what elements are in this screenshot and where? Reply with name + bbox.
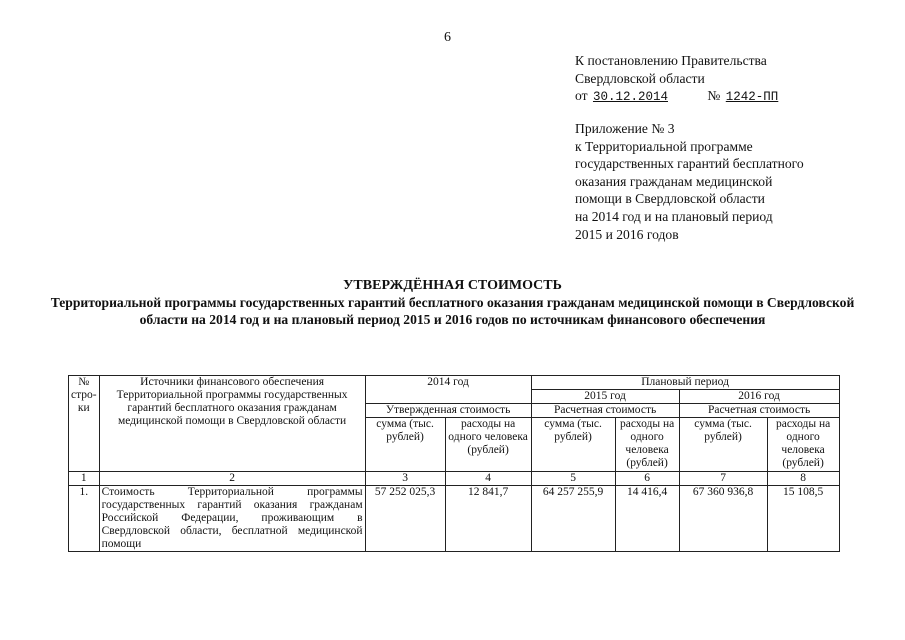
per-person-2014: 12 841,7 xyxy=(445,486,531,552)
row-number: 1. xyxy=(69,486,100,552)
appendix-line: 2015 и 2016 годов xyxy=(575,226,679,242)
appendix-line: помощи в Свердловской области xyxy=(575,191,765,207)
number-prefix: № xyxy=(707,88,721,103)
column-number: 2 xyxy=(99,472,365,486)
appendix-line: на 2014 год и на плановый период xyxy=(575,208,773,224)
header-2016: 2016 год xyxy=(679,390,839,404)
column-number: 5 xyxy=(531,472,615,486)
header-calculated-cost: Расчетная стоимость xyxy=(531,404,679,418)
table-row xyxy=(69,486,840,552)
appendix-line: Приложение № 3 xyxy=(575,121,675,136)
header-sum: сумма (тыс. рублей) xyxy=(531,418,615,472)
sum-2015: 64 257 255,9 xyxy=(531,486,615,552)
header-sum: сумма (тыс. рублей) xyxy=(365,418,445,472)
header-planned-period: Плановый период xyxy=(531,376,839,390)
per-person-2015: 14 416,4 xyxy=(615,486,679,552)
page-number: 6 xyxy=(444,30,451,45)
column-number: 6 xyxy=(615,472,679,486)
per-person-2016: 15 108,5 xyxy=(767,486,839,552)
header-line: Свердловской области xyxy=(575,70,705,86)
column-number-row xyxy=(69,472,840,486)
column-number: 8 xyxy=(767,472,839,486)
row-source: Стоимость Территориальной программы государственных гарантий оказания гражданам Российской Федерации, проживающим в Свердловской области, бесплатной медицинской помощи xyxy=(99,486,365,552)
sum-2014: 57 252 025,3 xyxy=(365,486,445,552)
header-per-person: расходы на одного человека (рублей) xyxy=(445,418,531,472)
appendix-line: к Территориальной программе xyxy=(575,138,753,154)
number-value: 1242-ПП xyxy=(725,90,779,104)
header-per-person: расходы на одного человека (рублей) xyxy=(615,418,679,472)
header-2015: 2015 год xyxy=(531,390,679,404)
header-approved-cost: Утвержденная стоимость xyxy=(365,404,531,418)
date-value: 30.12.2014 xyxy=(592,90,668,104)
header-row-number: № стро-ки xyxy=(69,376,100,472)
resolution-header xyxy=(575,52,780,107)
date-prefix: от xyxy=(575,88,588,103)
header-source: Источники финансового обеспечения Территориальной программы государственных гарантий бесплатного оказания гражданам медицинской помощи в Свердловской области xyxy=(99,376,365,472)
header-per-person: расходы на одного человека (рублей) xyxy=(767,418,839,472)
appendix-block xyxy=(575,120,804,243)
header-date-line xyxy=(575,87,780,107)
header-2014: 2014 год xyxy=(365,376,531,404)
header-sum: сумма (тыс. рублей) xyxy=(679,418,767,472)
appendix-line: оказания гражданам медицинской xyxy=(575,173,773,189)
table-header-row xyxy=(69,376,840,390)
sum-2016: 67 360 936,8 xyxy=(679,486,767,552)
column-number: 1 xyxy=(69,472,100,486)
column-number: 4 xyxy=(445,472,531,486)
column-number: 7 xyxy=(679,472,767,486)
document-title: УТВЕРЖДЁННАЯ СТОИМОСТЬ xyxy=(343,278,562,293)
appendix-line: государственных гарантий бесплатного xyxy=(575,156,804,172)
column-number: 3 xyxy=(365,472,445,486)
document-subtitle: Территориальной программы государственных гарантий бесплатного оказания гражданам медицинской помощи в Свердловской области на 2014 год и на плановый период 2015 и 2016 годов по источникам финансового обеспечения xyxy=(50,295,855,327)
header-calculated-cost: Расчетная стоимость xyxy=(679,404,839,418)
header-line: К постановлению Правительства xyxy=(575,53,767,68)
cost-table xyxy=(68,375,840,552)
